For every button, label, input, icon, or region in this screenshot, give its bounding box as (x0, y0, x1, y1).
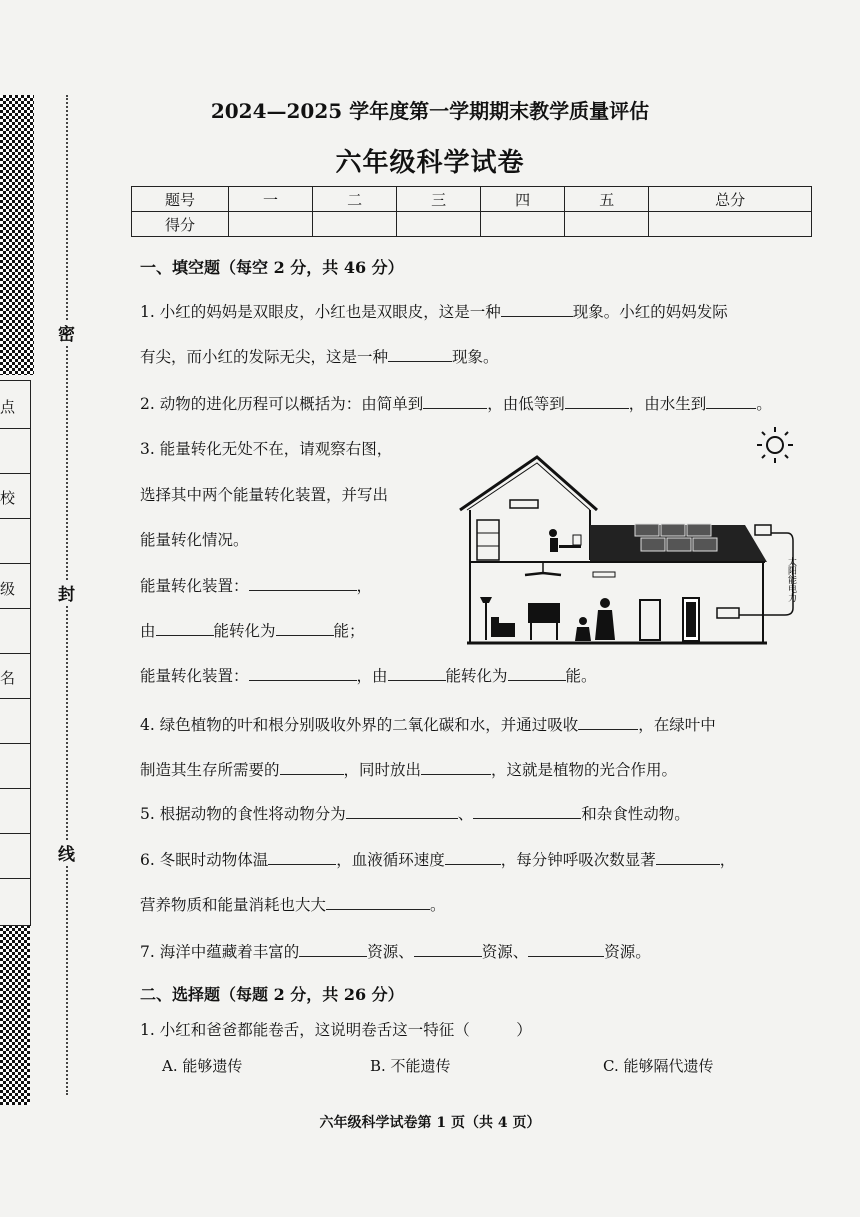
refrigerator-icon (640, 600, 660, 640)
binding-pattern-top (0, 95, 34, 375)
answer-blank[interactable] (528, 941, 604, 958)
seal-mark: 线 (58, 840, 75, 865)
floor-lamp-icon (480, 597, 492, 640)
score-col-header: 总分 (649, 187, 812, 212)
answer-blank[interactable] (508, 665, 566, 682)
question-3-line-1: 3. 能量转化无处不在，请观察右图， (140, 440, 393, 458)
side-label: 点 (0, 398, 16, 416)
ceiling-fan-icon (525, 562, 561, 575)
page-footer: 六年级科学试卷第 1 页（共 4 页） (319, 1115, 541, 1131)
answer-blank[interactable] (445, 849, 501, 866)
option-a[interactable]: A. 能够遗传 (162, 1057, 243, 1075)
seal-mark: 封 (58, 580, 75, 605)
meter-icon (717, 608, 739, 618)
bookshelf-icon (477, 520, 499, 560)
choice-question-1: 1. 小红和爸爸都能卷舌，这说明卷舌这一特征（ ） (140, 1021, 532, 1039)
question-6-line-1: 6. 冬眠时动物体温 ，血液循环速度 ，每分钟呼吸次数显著 ， (140, 848, 735, 870)
solar-power-label: 太阳能电力 (786, 557, 796, 602)
side-box (0, 608, 31, 654)
answer-blank[interactable] (326, 894, 430, 911)
seal-mark: 密 (58, 320, 75, 345)
television-icon (528, 603, 560, 640)
question-2: 2. 动物的进化历程可以概括为：由简单到 ，由低等到 ，由水生到 。 (140, 392, 772, 414)
question-5: 5. 根据动物的食性将动物分为 、 和杂食性动物。 (140, 802, 690, 824)
side-box (0, 878, 31, 926)
score-table (131, 186, 812, 237)
side-box (0, 428, 31, 474)
answer-blank[interactable] (656, 849, 720, 866)
answer-blank[interactable] (565, 393, 629, 410)
option-c[interactable]: C. 能够隔代遗传 (603, 1057, 714, 1075)
score-row-label: 题号 (132, 187, 229, 212)
side-box (0, 698, 31, 744)
question-6-line-2: 营养物质和能量消耗也大大 。 (140, 893, 446, 915)
side-box (0, 743, 31, 789)
score-cell[interactable] (481, 212, 565, 237)
answer-blank[interactable] (280, 759, 344, 776)
score-col-header: 五 (565, 187, 649, 212)
answer-blank[interactable] (268, 849, 336, 866)
score-col-header: 一 (229, 187, 313, 212)
score-col-header: 二 (313, 187, 397, 212)
question-1-line-1: 1. 小红的妈妈是双眼皮，小红也是双眼皮，这是一种 现象。小红的妈妈发际 (140, 300, 728, 322)
question-3-line-4: 能量转化装置： ， (140, 574, 372, 596)
answer-blank[interactable] (276, 620, 334, 637)
question-3-line-3: 能量转化情况。 (140, 531, 249, 549)
answer-blank[interactable] (299, 941, 367, 958)
score-col-header: 四 (481, 187, 565, 212)
answer-blank[interactable] (578, 714, 638, 731)
answer-blank[interactable] (706, 393, 756, 410)
binding-pattern-bottom (0, 925, 30, 1105)
side-label: 级 (0, 580, 16, 598)
answer-blank[interactable] (249, 665, 357, 682)
computer-desk-icon (549, 529, 581, 552)
score-cell[interactable] (649, 212, 812, 237)
answer-blank[interactable] (388, 665, 446, 682)
answer-blank[interactable] (346, 803, 458, 820)
answer-blank[interactable] (156, 620, 214, 637)
energy-house-illustration (455, 425, 815, 650)
side-box (0, 788, 31, 834)
question-3-line-6: 能量转化装置： ，由 能转化为 能。 (140, 664, 597, 686)
side-label: 校 (0, 489, 16, 507)
answer-blank[interactable] (421, 759, 491, 776)
exam-title: 2024—2025 学年度第一学期期末教学质量评估 (210, 99, 650, 123)
question-4-line-2: 制造其生存所需要的 ，同时放出 ，这就是植物的光合作用。 (140, 758, 677, 780)
exam-subtitle: 六年级科学试卷 (335, 148, 525, 178)
score-cell[interactable] (397, 212, 481, 237)
sun-icon (757, 427, 793, 463)
family-figures-icon (575, 598, 615, 641)
sofa-icon (491, 617, 515, 637)
side-box (0, 833, 31, 879)
answer-blank[interactable] (249, 575, 357, 592)
answer-blank[interactable] (423, 393, 487, 410)
question-3-line-5: 由 能转化为 能； (140, 619, 365, 641)
air-conditioner-icon (510, 500, 538, 508)
score-row-label: 得分 (132, 212, 229, 237)
question-1-line-2: 有尖，而小红的发际无尖，这是一种 现象。 (140, 345, 499, 367)
score-cell[interactable] (229, 212, 313, 237)
question-4-line-1: 4. 绿色植物的叶和根分别吸收外界的二氧化碳和水，并通过吸收 ，在绿叶中 (140, 713, 716, 735)
answer-blank[interactable] (501, 301, 573, 318)
section-title: 二、选择题（每题 2 分，共 26 分） (140, 985, 404, 1004)
answer-blank[interactable] (388, 346, 452, 363)
option-b[interactable]: B. 不能遗传 (370, 1057, 451, 1075)
question-7: 7. 海洋中蕴藏着丰富的 资源、 资源、 资源。 (140, 940, 651, 962)
section-title: 一、填空题（每空 2 分，共 46 分） (140, 258, 404, 277)
answer-blank[interactable] (473, 803, 581, 820)
ceiling-lamp-icon (593, 572, 615, 577)
battery-icon (755, 525, 771, 535)
score-col-header: 三 (397, 187, 481, 212)
answer-blank[interactable] (414, 941, 482, 958)
question-3-line-2: 选择其中两个能量转化装置，并写出 (140, 486, 389, 504)
score-cell[interactable] (313, 212, 397, 237)
side-box (0, 518, 31, 564)
score-cell[interactable] (565, 212, 649, 237)
side-label: 名 (0, 669, 16, 687)
